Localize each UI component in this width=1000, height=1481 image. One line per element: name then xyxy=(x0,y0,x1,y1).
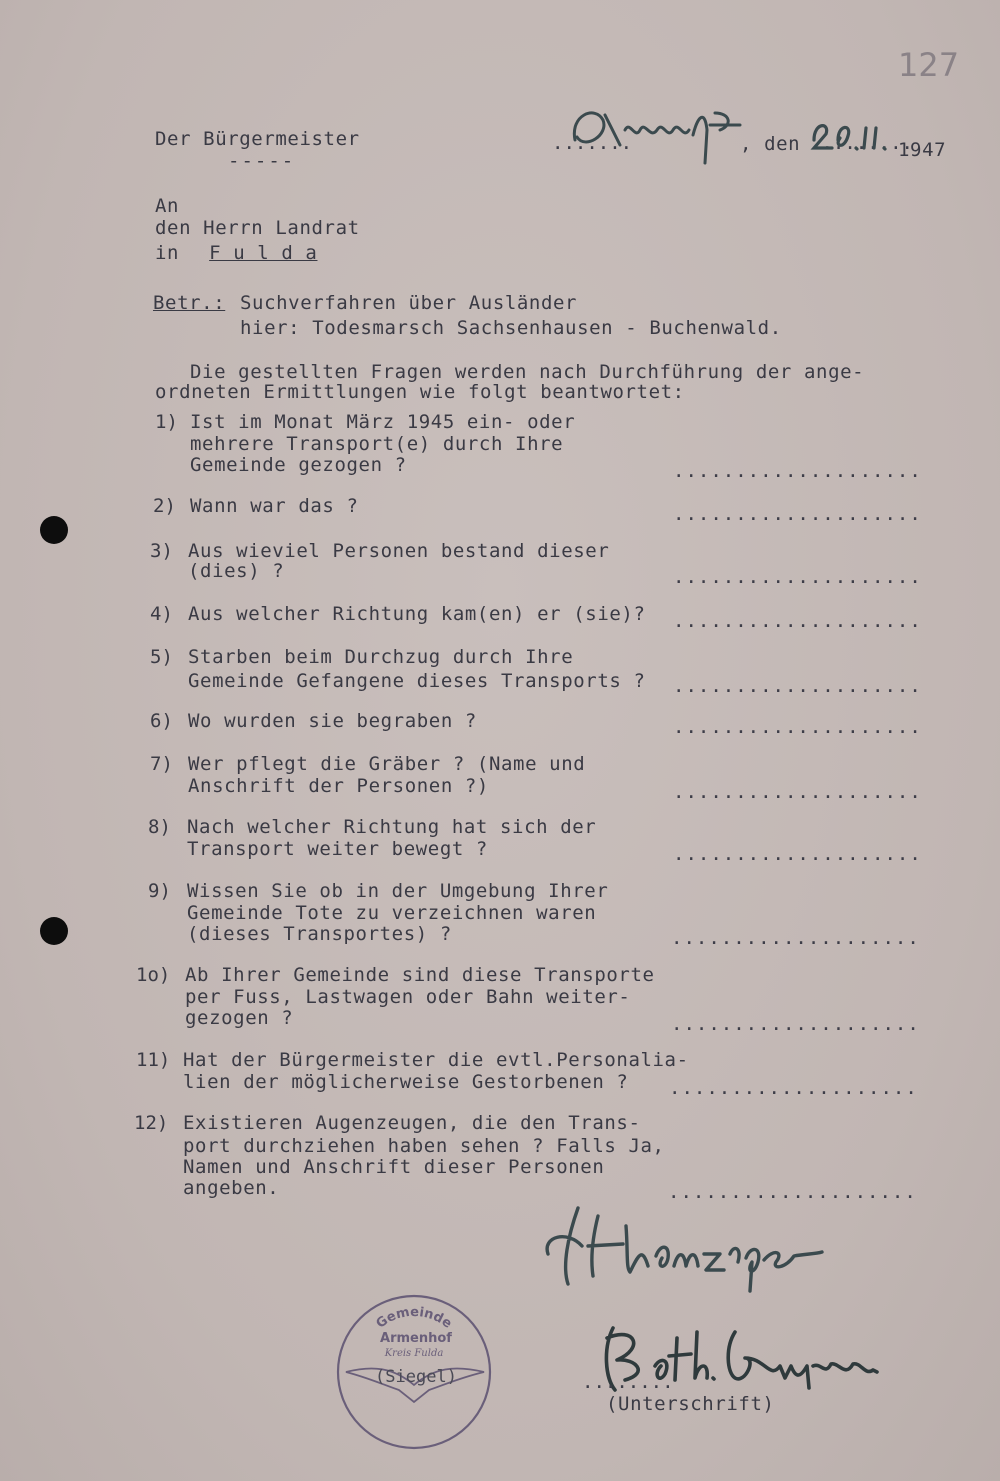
punch-hole xyxy=(40,516,68,544)
answer-dots: .................... xyxy=(671,927,920,949)
question-line: Nach welcher Richtung hat sich der xyxy=(187,816,597,838)
question-number: 1) xyxy=(155,411,178,433)
question-number: 2) xyxy=(153,495,176,517)
question-line: Wann war das ? xyxy=(190,495,359,517)
answer-dots: .................... xyxy=(673,503,922,525)
question-line: Wer pflegt die Gräber ? (Name und xyxy=(188,753,586,775)
question-line: (dies) ? xyxy=(188,560,285,582)
address-line1: An xyxy=(155,195,180,217)
signature-label: (Unterschrift) xyxy=(606,1393,775,1415)
question-number: 9) xyxy=(148,880,171,902)
stamp-label: (Siegel) xyxy=(375,1367,457,1387)
stamp-text-gemeinde: Gemeinde xyxy=(373,1304,455,1332)
question-number: 8) xyxy=(148,816,171,838)
question-line: Hat der Bürgermeister die evtl.Personalia- xyxy=(183,1049,689,1071)
question-number: 3) xyxy=(150,540,173,562)
stamp-text-kreis: Kreis Fulda xyxy=(384,1348,444,1359)
question-line: Gemeinde Gefangene dieses Transports ? xyxy=(188,670,646,692)
question-line: gezogen ? xyxy=(185,1007,294,1029)
question-line: Aus wieviel Personen bestand dieser xyxy=(188,540,610,562)
question-line: Anschrift der Personen ?) xyxy=(188,775,489,797)
question-number: 7) xyxy=(150,753,173,775)
question-line: Aus welcher Richtung kam(en) er (sie)? xyxy=(188,603,646,625)
question-line: (dieses Transportes) ? xyxy=(187,923,452,945)
answer-dots: .................... xyxy=(673,716,922,738)
address-line3: in F u l d a xyxy=(155,242,318,264)
question-line: Wo wurden sie begraben ? xyxy=(188,710,477,732)
address-city: F u l d a xyxy=(209,242,318,264)
question-line: Existieren Augenzeugen, die den Trans- xyxy=(183,1112,641,1134)
signature-dots: ........ xyxy=(582,1371,674,1393)
place-handwriting xyxy=(565,95,755,170)
question-number: 11) xyxy=(136,1049,171,1071)
page-number: 127 xyxy=(898,46,960,84)
question-line: angeben. xyxy=(183,1177,280,1199)
year: 1947 xyxy=(898,139,947,161)
question-line: Namen und Anschrift dieser Personen xyxy=(183,1156,605,1178)
question-line: Transport weiter bewegt ? xyxy=(187,838,488,860)
address-line2: den Herrn Landrat xyxy=(155,217,360,239)
question-line: mehrere Transport(e) durch Ihre xyxy=(190,433,564,455)
question-number: 6) xyxy=(150,710,173,732)
date-handwriting xyxy=(808,110,903,160)
municipal-seal-stamp xyxy=(334,1290,494,1450)
subject-label: Betr.: xyxy=(153,292,226,314)
stamp-text-place: Armenhof xyxy=(380,1331,452,1346)
intro-line1: Die gestellten Fragen werden nach Durchführung der ange- xyxy=(190,361,865,383)
date-dots: ......... xyxy=(810,132,913,154)
answer-dots: .................... xyxy=(669,1077,918,1099)
question-line: Starben beim Durchzug durch Ihre xyxy=(188,646,574,668)
subject-line2: hier: Todesmarsch Sachsenhausen - Buchenwald. xyxy=(240,317,782,339)
question-number: 12) xyxy=(134,1112,169,1134)
subject-line1: Suchverfahren über Ausländer xyxy=(240,292,578,314)
question-line: Wissen Sie ob in der Umgebung Ihrer xyxy=(187,880,609,902)
question-line: per Fuss, Lastwagen oder Bahn weiter- xyxy=(185,986,631,1008)
question-line: lien der möglicherweise Gestorbenen ? xyxy=(183,1071,629,1093)
question-line: Ist im Monat März 1945 ein- oder xyxy=(190,411,576,433)
question-line: port durchziehen haben sehen ? Falls Ja, xyxy=(183,1135,665,1157)
question-number: 4) xyxy=(150,603,173,625)
date-prefix: , den xyxy=(740,133,801,155)
question-number: 1o) xyxy=(136,964,171,986)
question-line: Gemeinde Tote zu verzeichnen waren xyxy=(187,902,597,924)
sender-rule: ----- xyxy=(228,150,296,172)
place-dots: ....... xyxy=(552,132,633,154)
answer-dots: .................... xyxy=(671,1013,920,1035)
handwritten-fehlanzeige xyxy=(538,1196,828,1296)
svg-text:Gemeinde xyxy=(374,1305,455,1332)
answer-dots: .................... xyxy=(668,1181,917,1203)
answer-dots: .................... xyxy=(673,460,922,482)
intro-line2: ordneten Ermittlungen wie folgt beantwortet: xyxy=(155,381,685,403)
sender: Der Bürgermeister xyxy=(155,128,360,150)
punch-hole xyxy=(40,917,68,945)
question-number: 5) xyxy=(150,646,173,668)
question-line: Gemeinde gezogen ? xyxy=(190,454,407,476)
answer-dots: .................... xyxy=(673,843,922,865)
answer-dots: .................... xyxy=(673,610,922,632)
answer-dots: .................... xyxy=(673,781,922,803)
answer-dots: .................... xyxy=(673,675,922,697)
answer-dots: .................... xyxy=(673,566,922,588)
question-line: Ab Ihrer Gemeinde sind diese Transporte xyxy=(185,964,655,986)
